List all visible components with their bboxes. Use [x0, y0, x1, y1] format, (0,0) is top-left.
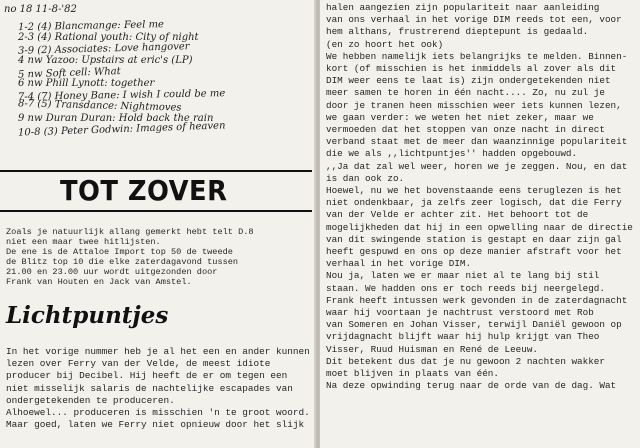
body-line: producer bij Decibel. Hij heeft de er om tegen een [6, 370, 288, 382]
body-line: Frank heeft intussen werk gevonden in de zaterdagnacht [326, 294, 628, 306]
body-line: mogelijkheden dat hij in een opwelling naar de directie [326, 221, 633, 233]
headline: TOT ZOVER [60, 174, 228, 207]
body-line: Visser, Ruud Huisman en René de Leeuw. [326, 343, 539, 355]
body-line: Dit betekent dus dat je nu gewoon 2 nachten wakker [326, 355, 605, 367]
body-line: hem althans, frustrerend dieptepunt is gedaald. [326, 26, 589, 38]
headline-rule-bottom [0, 210, 312, 212]
body-line: staan. We hadden ons er toch reeds bij neergelegd. [326, 282, 605, 294]
body-line: In het vorige nummer heb je al het een en ander kunnen [6, 346, 310, 357]
body-line: verband staat met de meer dan waanzinnige populariteit [326, 136, 628, 148]
hitlist-entry: 3-9 (2) Associates: Love hangover [17, 41, 190, 57]
body-line: niet ondenkbaar, ja zelfs zeer logisch, dat die Ferry [326, 197, 622, 209]
body-line: is dan ook zo. [326, 172, 405, 184]
body-line: van ons verhaal in het vorige DIM reeds tot een, voor [326, 14, 622, 26]
hitlist-entry: 7-4 (7) Honey Bane: I wish I could be me [17, 87, 226, 103]
body-line: Maar goed, laten we Ferry niet opnieuw door het slijk [6, 419, 305, 431]
body-line: ,,Ja dat zal wel weer, horen we je zeggen. Nou, en dat [326, 160, 628, 172]
hitlist-entry: 5 nw Soft cell: What [17, 66, 121, 81]
body-line: DIM weer eens te laat is) zijn ondergetekenden niet [326, 75, 611, 87]
body-line: heeft gespuwd en ons op deze manier afstraft voor het [326, 246, 622, 258]
headline-rule-top [0, 170, 312, 172]
body-line: lezen over Ferry van der Velde, de meest idiote [6, 358, 271, 370]
body-line: ondergetekenden te produceren. [6, 394, 175, 406]
hitlist-entry: 9 nw Duran Duran: Hold back the rain [18, 112, 214, 124]
body-line: vrijdagnacht blijft waar hij hulp krijgt van Theo [326, 331, 600, 343]
hitlist-entry: 2-3 (4) Rational youth: City of night [18, 31, 199, 43]
body-line: Hoewel, nu we het bovenstaande eens teruglezen is het [326, 185, 622, 197]
body-line: Alhoewel... produceren is misschien 'n te groot woord. [6, 407, 310, 419]
body-line: verhaal in het vorige DIM. [326, 258, 472, 270]
right-page [320, 0, 640, 448]
body-line: die we als ,,lichtpuntjes'' hadden opgebouwd. [326, 148, 578, 160]
body-line: Na deze opwinding terug naar de orde van de dag. Wat [326, 380, 617, 392]
hitlist [17, 19, 226, 139]
body-line: van dit swingende station is gestapt en daar zijn gal [326, 233, 622, 245]
body-line: vermoeden dat het stoppen van onze nacht in direct [326, 124, 605, 136]
body-line: waar hij voortaan je nachtrust verstoord met Rob [326, 307, 594, 319]
body-line: meer samen te horen in één nacht.... Zo, nu zul je [326, 87, 605, 99]
issue-header: no 18 11-8-'82 [4, 4, 77, 15]
body-line: halen aangezien zijn populariteit naar aanleiding [326, 2, 600, 13]
intro-line: De ene is de Attaloe Import top 50 de tweede [6, 247, 233, 257]
section-title: Lichtpuntjes [6, 302, 169, 329]
hitlist-entry: 1-2 (4) Blancmange: Feel me [17, 19, 165, 34]
body-line: van Someren en Johan Visser, terwijl Daniël gewoon op [326, 319, 622, 331]
intro-line: 21.00 en 23.00 uur wordt uitgezonden door [6, 267, 218, 277]
hitlist-entry: 6 nw Phill Lynott: together [18, 77, 155, 89]
body-line: kort (of misschien is het inmiddels al zover als dit [326, 63, 617, 75]
intro-line: de Blitz top 10 die elke zaterdagavond tussen [6, 257, 239, 267]
body-line: We hebben namelijk iets belangrijks te melden. Binnen- [326, 50, 628, 62]
left-body-text [6, 346, 314, 431]
hitlist-entry: 10-8 (3) Peter Godwin: Images of heaven [17, 120, 226, 139]
intro-line: niet een maar twee hitlijsten. [6, 237, 161, 247]
intro-line: Zoals je natuurlijk allang gemerkt hebt telt D.8 [6, 227, 254, 237]
right-body-text [326, 2, 638, 393]
intro-line: Frank van Houten en Jack van Amstel. [6, 277, 192, 287]
left-page [0, 0, 316, 448]
body-line: moet blijven in plaats van één. [326, 368, 499, 380]
body-line: Nou ja, laten we er maar niet al te lang bij stil [326, 270, 600, 282]
hitlist-entry: 8-7 (5) Transdance: Nightmoves [17, 98, 182, 114]
body-line: van der Velde er achter zit. Het behoort tot de [326, 209, 589, 221]
body-line: we gaan verder: we weten het niet zeker, maar we [326, 111, 594, 123]
body-line: (en zo hoort het ook) [326, 38, 444, 50]
body-line: door je tranen heen misschien weer iets kunnen lezen, [326, 99, 622, 111]
hitlist-entry: 4 nw Yazoo: Upstairs at eric's (LP) [18, 54, 193, 66]
intro-text [6, 227, 306, 287]
body-line: niet misselijk salaris de nachtelijke escapades van [6, 382, 293, 394]
